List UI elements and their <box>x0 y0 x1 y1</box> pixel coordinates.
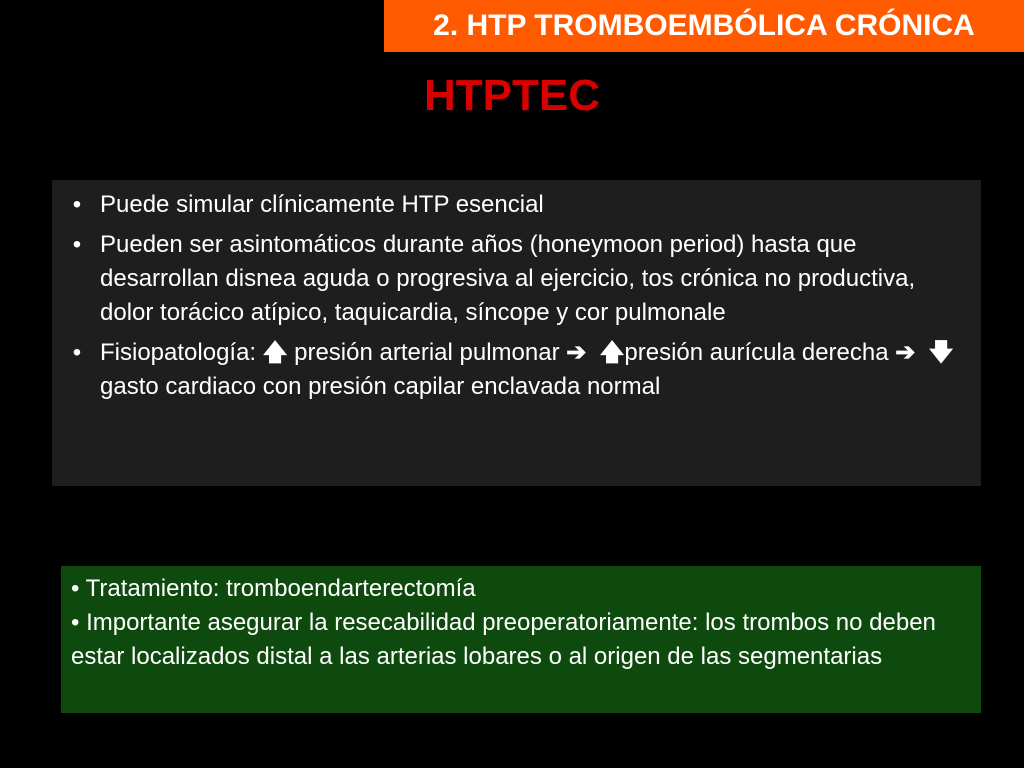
treatment-box <box>61 566 981 713</box>
bullet-text-part3: gasto cardiaco con presión capilar enclavada normal <box>100 373 661 400</box>
bullet-text: Pueden ser asintomáticos durante años (honeymoon period) hasta que desarrollan disnea aguda o progresiva al ejercicio, tos crónica no productiva, dolor torácico atípico, taquicardia, síncope y cor pulmonale <box>100 231 916 326</box>
arrow-right-icon: ➔ <box>566 339 587 366</box>
bullet-list <box>62 188 955 404</box>
arrow-up-icon: 🡅 <box>599 339 625 366</box>
list-item <box>62 336 955 404</box>
treatment-line: • Tratamiento: tromboendarterectomía <box>71 575 476 602</box>
bullet-text-part1: presión arterial pulmonar <box>287 339 567 366</box>
resectability-line: • Importante asegurar la resecabilidad preoperatoriamente: los trombos no deben estar localizados distal a las arterias lobares o al origen de las segmentarias <box>71 609 936 670</box>
bullet-icon: • <box>72 231 82 258</box>
main-content-box <box>52 180 981 486</box>
arrow-up-icon: 🡅 <box>262 339 288 366</box>
bullet-text-prefix: Fisiopatología: <box>100 339 263 366</box>
bullet-icon: • <box>72 339 82 366</box>
arrow-right-icon: ➔ <box>895 339 916 366</box>
bullet-text-part2: presión aurícula derecha <box>624 339 896 366</box>
bullet-icon: • <box>72 191 82 218</box>
slide-title: HTPTEC <box>424 71 600 120</box>
bullet-text: Puede simular clínicamente HTP esencial <box>100 191 544 218</box>
list-item <box>62 188 955 222</box>
list-item <box>62 228 955 330</box>
section-tag: 2. HTP TROMBOEMBÓLICA CRÓNICA <box>384 0 1024 52</box>
arrow-down-icon: 🡇 <box>928 339 954 366</box>
